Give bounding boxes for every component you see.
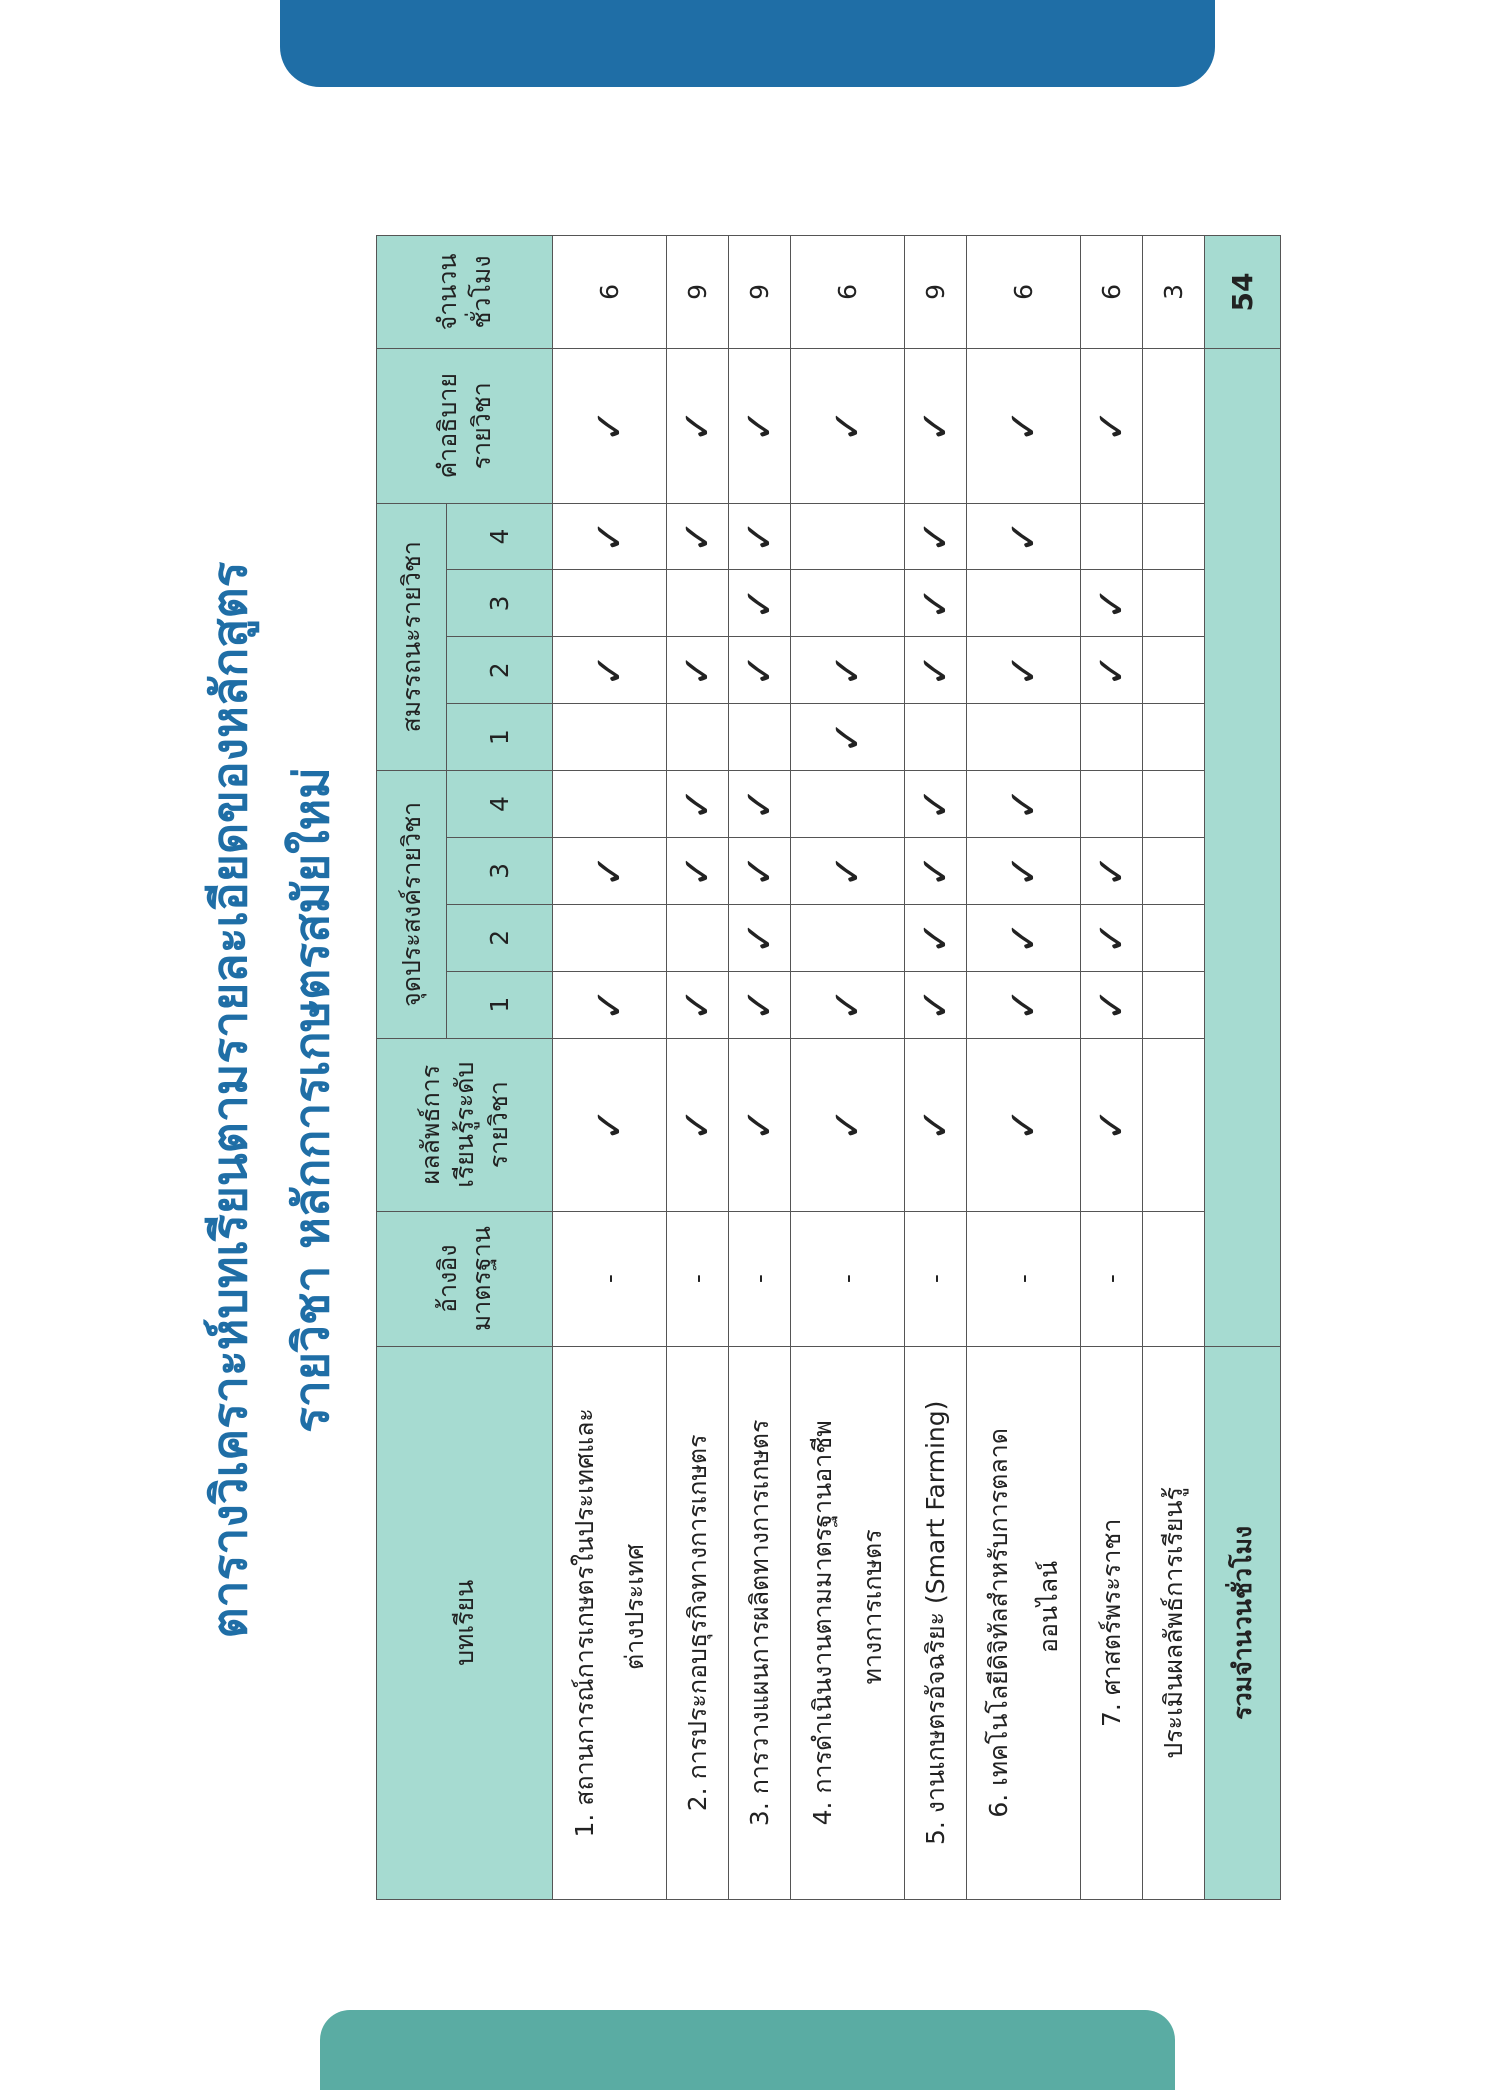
bottom-banner <box>320 2010 1175 2090</box>
competency-cell <box>729 503 791 570</box>
check-mark-icon: ✓ <box>736 586 783 621</box>
check-mark-icon: ✓ <box>736 519 783 554</box>
competency-cell <box>1143 704 1205 771</box>
header-objective-number: 3 <box>447 837 553 904</box>
check-mark-icon: ✓ <box>912 987 959 1022</box>
objective-cell <box>553 904 667 971</box>
check-mark-icon: ✓ <box>1000 519 1047 554</box>
lesson-cell: ประเมินผลลัพธ์การเรียนรู้ <box>1143 1346 1205 1899</box>
competency-cell <box>729 637 791 704</box>
standard-cell: - <box>905 1211 967 1346</box>
outcome-cell <box>905 1038 967 1211</box>
check-mark-icon: ✓ <box>1088 1107 1135 1142</box>
header-lesson: บทเรียน <box>377 1346 553 1899</box>
header-competency-number: 4 <box>447 503 553 570</box>
objective-cell <box>791 771 905 838</box>
table-row <box>967 236 1081 1900</box>
competency-cell <box>667 637 729 704</box>
check-mark-icon: ✓ <box>674 653 721 688</box>
hours-cell: 9 <box>667 236 729 349</box>
total-spacer <box>1205 348 1281 1346</box>
page-subtitle: รายวิชา หลักการเกษตรสมัยใหม่ <box>284 767 340 1433</box>
header-outcome: ผลลัพธ์การ เรียนรู้ระดับ รายวิชา <box>377 1038 553 1211</box>
competency-cell <box>1081 704 1143 771</box>
objective-cell <box>1081 771 1143 838</box>
objective-cell <box>1081 837 1143 904</box>
competency-cell <box>905 503 967 570</box>
competency-cell <box>791 637 905 704</box>
objective-cell <box>791 904 905 971</box>
description-cell <box>553 348 667 503</box>
total-hours: 54 <box>1205 236 1281 349</box>
competency-cell <box>1143 503 1205 570</box>
competency-cell <box>729 570 791 637</box>
description-cell <box>791 348 905 503</box>
lesson-cell: 2. การประกอบธุรกิจทางการเกษตร <box>667 1346 729 1899</box>
check-mark-icon: ✓ <box>736 921 783 955</box>
objective-cell <box>905 904 967 971</box>
standard-cell <box>1143 1211 1205 1346</box>
lesson-cell: 1. สถานการณ์การเกษตรในประเทศและ ต่างประเทศ <box>553 1346 667 1899</box>
lesson-cell: 7. ศาสตร์พระราชา <box>1081 1346 1143 1899</box>
objective-cell <box>729 771 791 838</box>
check-mark-icon: ✓ <box>912 586 959 621</box>
competency-cell <box>1081 503 1143 570</box>
header-objective-number: 1 <box>447 971 553 1038</box>
objective-cell <box>667 971 729 1038</box>
lesson-cell: 3. การวางแผนการผลิตทางการเกษตร <box>729 1346 791 1899</box>
outcome-cell <box>553 1038 667 1211</box>
objective-cell <box>553 837 667 904</box>
description-cell <box>1143 348 1205 503</box>
objective-cell <box>1143 971 1205 1038</box>
check-mark-icon: ✓ <box>586 653 633 688</box>
check-mark-icon: ✓ <box>1088 921 1135 955</box>
header-competency-number: 3 <box>447 570 553 637</box>
hours-cell: 6 <box>553 236 667 349</box>
check-mark-icon: ✓ <box>1000 653 1047 688</box>
check-mark-icon: ✓ <box>824 720 871 754</box>
check-mark-icon: ✓ <box>736 787 783 821</box>
outcome-cell <box>1081 1038 1143 1211</box>
objective-cell <box>553 971 667 1038</box>
hours-cell: 6 <box>967 236 1081 349</box>
objective-cell <box>667 771 729 838</box>
header-objective-number: 4 <box>447 771 553 838</box>
check-mark-icon: ✓ <box>586 408 633 443</box>
check-mark-icon: ✓ <box>1000 787 1047 821</box>
competency-cell <box>667 503 729 570</box>
objective-cell <box>967 837 1081 904</box>
check-mark-icon: ✓ <box>912 921 959 955</box>
hours-cell: 9 <box>905 236 967 349</box>
description-cell <box>967 348 1081 503</box>
header-hours: จำนวน ชั่วโมง <box>377 236 553 349</box>
competency-cell <box>967 570 1081 637</box>
header-competency-number: 2 <box>447 637 553 704</box>
objective-cell <box>1143 837 1205 904</box>
table-row <box>729 236 791 1900</box>
objective-cell <box>967 771 1081 838</box>
check-mark-icon: ✓ <box>736 1107 783 1142</box>
check-mark-icon: ✓ <box>1088 408 1135 443</box>
competency-cell <box>553 503 667 570</box>
check-mark-icon: ✓ <box>1088 653 1135 688</box>
check-mark-icon: ✓ <box>1088 987 1135 1022</box>
table-row <box>553 236 667 1900</box>
check-mark-icon: ✓ <box>1000 921 1047 955</box>
competency-cell <box>967 503 1081 570</box>
description-cell <box>1081 348 1143 503</box>
header-competencies: สมรรถนะรายวิชา <box>377 503 447 771</box>
check-mark-icon: ✓ <box>674 787 721 821</box>
objective-cell <box>1081 904 1143 971</box>
objective-cell <box>967 904 1081 971</box>
objective-cell <box>1143 771 1205 838</box>
objective-cell <box>905 971 967 1038</box>
check-mark-icon: ✓ <box>736 408 783 443</box>
page-title: ตารางวิเคราะห์บทเรียนตามรายละเอียดของหลักสูตร <box>202 561 258 1639</box>
check-mark-icon: ✓ <box>912 854 959 888</box>
table-body <box>553 236 1205 1900</box>
lesson-cell: 6. เทคโนโลยีดิจิทัลสำหรับการตลาด ออนไลน์ <box>967 1346 1081 1899</box>
standard-cell: - <box>791 1211 905 1346</box>
standard-cell: - <box>1081 1211 1143 1346</box>
total-label: รวมจำนวนชั่วโมง <box>1205 1346 1281 1899</box>
outcome-cell <box>667 1038 729 1211</box>
hours-cell: 6 <box>791 236 905 349</box>
check-mark-icon: ✓ <box>586 519 633 554</box>
check-mark-icon: ✓ <box>674 408 721 443</box>
header-description: คำอธิบาย รายวิชา <box>377 348 553 503</box>
check-mark-icon: ✓ <box>912 408 959 443</box>
competency-cell <box>905 570 967 637</box>
check-mark-icon: ✓ <box>1000 1107 1047 1142</box>
total-row <box>1205 236 1281 1900</box>
objective-cell <box>729 971 791 1038</box>
hours-cell: 3 <box>1143 236 1205 349</box>
outcome-cell <box>967 1038 1081 1211</box>
competency-cell <box>791 570 905 637</box>
top-banner <box>280 0 1215 87</box>
objective-cell <box>905 837 967 904</box>
objective-cell <box>1143 904 1205 971</box>
check-mark-icon: ✓ <box>586 854 633 888</box>
objective-cell <box>729 837 791 904</box>
header-competency-number: 1 <box>447 704 553 771</box>
check-mark-icon: ✓ <box>586 987 633 1022</box>
check-mark-icon: ✓ <box>824 408 871 443</box>
standard-cell: - <box>667 1211 729 1346</box>
rotated-page-content <box>200 235 1320 1965</box>
outcome-cell <box>791 1038 905 1211</box>
competency-cell <box>1143 570 1205 637</box>
lesson-cell: 5. งานเกษตรอัจฉริยะ (Smart Farming) <box>905 1346 967 1899</box>
hours-cell: 9 <box>729 236 791 349</box>
lesson-analysis-table <box>376 235 1281 1900</box>
competency-cell <box>967 704 1081 771</box>
header-standard: อ้างอิง มาตรฐาน <box>377 1211 553 1346</box>
description-cell <box>667 348 729 503</box>
objective-cell <box>905 771 967 838</box>
objective-cell <box>729 904 791 971</box>
competency-cell <box>667 704 729 771</box>
objective-cell <box>791 837 905 904</box>
check-mark-icon: ✓ <box>674 987 721 1022</box>
competency-cell <box>791 503 905 570</box>
competency-cell <box>667 570 729 637</box>
check-mark-icon: ✓ <box>912 519 959 554</box>
check-mark-icon: ✓ <box>824 854 871 888</box>
check-mark-icon: ✓ <box>736 653 783 688</box>
objective-cell <box>967 971 1081 1038</box>
check-mark-icon: ✓ <box>1000 408 1047 443</box>
check-mark-icon: ✓ <box>912 1107 959 1142</box>
outcome-cell <box>1143 1038 1205 1211</box>
standard-cell: - <box>729 1211 791 1346</box>
check-mark-icon: ✓ <box>824 1107 871 1142</box>
check-mark-icon: ✓ <box>1000 854 1047 888</box>
description-cell <box>905 348 967 503</box>
check-mark-icon: ✓ <box>1000 987 1047 1022</box>
standard-cell: - <box>553 1211 667 1346</box>
competency-cell <box>729 704 791 771</box>
competency-cell <box>791 704 905 771</box>
objective-cell <box>667 837 729 904</box>
check-mark-icon: ✓ <box>736 987 783 1022</box>
check-mark-icon: ✓ <box>1088 854 1135 888</box>
check-mark-icon: ✓ <box>674 854 721 888</box>
standard-cell: - <box>967 1211 1081 1346</box>
check-mark-icon: ✓ <box>674 519 721 554</box>
check-mark-icon: ✓ <box>824 987 871 1022</box>
check-mark-icon: ✓ <box>586 1107 633 1142</box>
check-mark-icon: ✓ <box>912 787 959 821</box>
competency-cell <box>1081 570 1143 637</box>
table-row <box>1081 236 1143 1900</box>
header-objectives: จุดประสงค์รายวิชา <box>377 771 447 1039</box>
competency-cell <box>905 704 967 771</box>
check-mark-icon: ✓ <box>674 1107 721 1142</box>
objective-cell <box>667 904 729 971</box>
objective-cell <box>791 971 905 1038</box>
table-row <box>1143 236 1205 1900</box>
table-row <box>791 236 905 1900</box>
description-cell <box>729 348 791 503</box>
table-row <box>905 236 967 1900</box>
outcome-cell <box>729 1038 791 1211</box>
lesson-cell: 4. การดำเนินงานตามมาตรฐานอาชีพ ทางการเกษตร <box>791 1346 905 1899</box>
hours-cell: 6 <box>1081 236 1143 349</box>
competency-cell <box>905 637 967 704</box>
table-row <box>667 236 729 1900</box>
check-mark-icon: ✓ <box>912 653 959 688</box>
competency-cell <box>967 637 1081 704</box>
competency-cell <box>1143 637 1205 704</box>
objective-cell <box>553 771 667 838</box>
objective-cell <box>1081 971 1143 1038</box>
check-mark-icon: ✓ <box>824 653 871 688</box>
competency-cell <box>1081 637 1143 704</box>
header-objective-number: 2 <box>447 904 553 971</box>
competency-cell <box>553 704 667 771</box>
check-mark-icon: ✓ <box>736 854 783 888</box>
check-mark-icon: ✓ <box>1088 586 1135 621</box>
competency-cell <box>553 570 667 637</box>
competency-cell <box>553 637 667 704</box>
